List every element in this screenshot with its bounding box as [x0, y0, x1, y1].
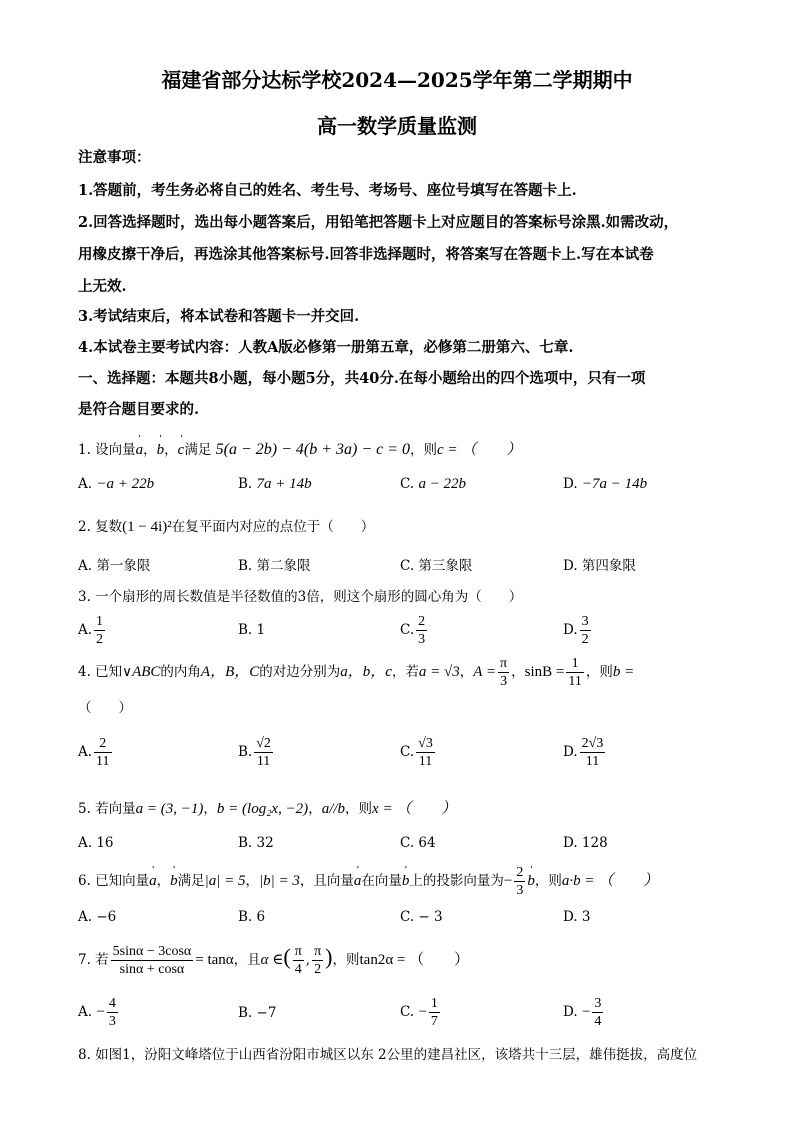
frac-num: 1: [96, 614, 104, 629]
fraction: [580, 735, 606, 770]
option-label: D.: [563, 1004, 578, 1020]
q3-option-c[interactable]: [400, 613, 429, 648]
option-label: C.: [400, 744, 415, 760]
frac-num: π: [294, 944, 302, 959]
q6-vector-b: ' b: [170, 873, 178, 890]
q5-tail: x = （ ）: [372, 801, 457, 817]
frac-num: 2: [418, 614, 426, 629]
fraction: [416, 613, 427, 648]
fraction: [580, 613, 591, 648]
fraction: [111, 943, 194, 978]
option-label: C.: [400, 1004, 415, 1020]
fraction: [312, 943, 323, 978]
note-item-4: 4.本试卷主要考试内容：人教A版必修第一册第五章，必修第二册第六、七章.: [78, 339, 574, 356]
fraction: [592, 995, 603, 1030]
frac-den: 2: [314, 962, 322, 977]
note-item-3: 3.考试结束后，将本试卷和答题卡一并交回.: [78, 308, 360, 325]
question-7: 7. 若 $\frac{5\sin\alpha - 3\cos\alpha}{\sin\alpha + \cos\alpha}$ = tanα，且α ∈( $\frac{\pi}{4}$ , $\frac{\pi}{2}$ )，则tan2α = （ ）: [78, 944, 470, 977]
q1-option-b[interactable]: [238, 476, 312, 493]
frac-den: 11: [418, 754, 433, 769]
option-label: D.: [563, 476, 578, 492]
q7-option-c[interactable]: C. − $\frac{1}{7}$: [400, 996, 438, 1029]
q1-equation: 5(a − 2b) − 4(b + 3a) − c = 0: [215, 441, 411, 458]
q6-mid4: 上的投影向量为: [409, 873, 504, 889]
frac-num: 2: [94, 735, 111, 753]
q5-vector-a: a = (3, −1): [135, 801, 204, 817]
q4-tail: b =: [612, 664, 635, 680]
question-2: [78, 515, 374, 536]
question-4: 4. 已知∨ABC的内角A，B，C的对边分别为a，b，c，若a = √3，A = $\frac{\pi}{3}$ ，sinB = $\frac{1}{11}$ ，则b =: [78, 656, 635, 689]
frac-num: 2√3: [581, 736, 604, 751]
q6-mid2: ，且向量: [299, 873, 354, 889]
q6-option-c[interactable]: C. − 3: [400, 909, 443, 925]
q3-option-b[interactable]: B. 1: [238, 622, 266, 638]
q1-mid: 满足: [184, 442, 212, 458]
option-text: 7a + 14b: [256, 476, 312, 492]
q4-option-b[interactable]: [238, 735, 275, 770]
question-5: 5. 若向量a = (3, −1)，b = (log₂x, −2)，a//b，则x = （ ）: [78, 801, 457, 817]
frac-num: 3: [594, 996, 602, 1011]
fraction: [514, 864, 525, 899]
q3-option-a[interactable]: [78, 613, 107, 648]
q6-prefix: 6. 已知向量: [78, 873, 150, 889]
option-text: −7a − 14b: [581, 476, 648, 492]
fraction: [498, 655, 509, 690]
q1-vector-a: ' a: [136, 442, 144, 459]
frac-den: 3: [108, 1014, 116, 1029]
q1-prefix: 1. 设向量: [78, 442, 136, 458]
option-label: D.: [563, 744, 578, 760]
fraction: [293, 943, 304, 978]
q7-option-b[interactable]: B. −7: [238, 1005, 277, 1021]
q3-option-d[interactable]: [563, 613, 593, 648]
q1-vector-c: ' c: [178, 442, 185, 459]
option-label: B.: [238, 476, 253, 492]
q5-option-c[interactable]: C. 64: [400, 835, 436, 851]
q5-vector-b: b = (log₂x, −2): [216, 801, 309, 817]
q4-cond1: a = √3: [418, 664, 460, 680]
q7-mid: ，且: [233, 952, 261, 968]
q4-option-a[interactable]: [78, 735, 114, 770]
frac-num: 1: [566, 655, 583, 673]
q7-equals: = tanα: [195, 952, 234, 968]
frac-num: 1: [430, 996, 438, 1011]
q5-parallel: a//b: [321, 801, 346, 817]
fraction: [94, 613, 105, 648]
frac-den: 11: [96, 754, 110, 769]
fraction: [566, 655, 583, 690]
q6-mid3: 在向量: [361, 873, 402, 889]
fraction: [254, 735, 273, 770]
note-item-2: 2.回答选择题时，选出每小题答案后，用铅笔把答题卡上对应题目的答案标号涂黑.如需改动，: [78, 214, 679, 231]
frac-den: 2: [96, 632, 104, 647]
q2-option-a[interactable]: A. 第一象限: [78, 558, 151, 574]
q1-option-a[interactable]: [78, 476, 154, 493]
section-heading: 一、选择题：本题共8小题，每小题5分，共40分.在每小题给出的四个选项中，只有一项: [78, 370, 646, 387]
option-label: B.: [238, 744, 253, 760]
q7-prefix: 7. 若: [78, 952, 109, 968]
q2-expression: (1 − 4i)²: [122, 519, 172, 535]
question-8: 8. 如图1，汾阳文峰塔位于山西省汾阳市城区以东 2公里的建昌社区，该塔共十三层，雄伟挺拔，高度位: [78, 1047, 698, 1063]
q7-tail: tan2α = （ ）: [359, 952, 470, 968]
question-1: [78, 438, 521, 459]
q4-prefix: 4. 已知∨: [78, 664, 133, 680]
q4-answer-paren: （ ）: [78, 700, 132, 716]
q6-option-b[interactable]: B. 6: [238, 909, 266, 925]
q2-post: 在复平面内对应的点位于（ ）: [171, 519, 375, 535]
option-label: A.: [78, 744, 93, 760]
frac-den: 4: [294, 962, 302, 977]
q5-post: ，则: [345, 801, 373, 817]
option-label: A.: [78, 1004, 93, 1020]
frac-den: sinα + cosα: [119, 962, 185, 977]
frac-den: 11: [585, 754, 600, 769]
option-label: A.: [78, 476, 93, 492]
frac-num: √2: [256, 736, 271, 751]
q4-mid1: 的内角: [160, 664, 201, 680]
frac-num: √3: [418, 736, 433, 751]
q7-option-d[interactable]: D. − $\frac{3}{4}$: [563, 996, 602, 1029]
option-text: −a + 22b: [96, 476, 155, 492]
q6-cond1: |a| = 5: [204, 873, 246, 889]
exam-title-line1: 福建省部分达标学校2024—2025学年第二学期期中: [161, 68, 633, 92]
q4-mid3: ，若: [391, 664, 419, 680]
option-label: A.: [78, 622, 93, 638]
frac-den: 3: [418, 632, 426, 647]
q4-post: ，则: [585, 664, 613, 680]
q5-option-b[interactable]: B. 32: [238, 835, 274, 851]
q6-mid: 满足: [177, 873, 205, 889]
option-label: D.: [563, 622, 578, 638]
frac-den: 2: [581, 632, 589, 647]
q6-proj-vector: ' b: [527, 873, 535, 890]
q7-alpha-in: α ∈: [260, 952, 284, 968]
q6-option-d[interactable]: D. 3: [563, 909, 591, 925]
frac-den: 3: [516, 883, 524, 898]
frac-num: 4: [108, 996, 116, 1011]
q6-vector-a: ' a: [354, 873, 362, 890]
frac-den: 3: [500, 674, 508, 689]
q2-option-c[interactable]: C. 第三象限: [400, 558, 473, 574]
q4-option-d[interactable]: [563, 735, 607, 770]
q6-proj-sign: −: [503, 873, 513, 889]
q1-sep: ，: [164, 442, 178, 458]
frac-den: 7: [430, 1014, 438, 1029]
exam-title-line2: 高一数学质量监测: [317, 114, 477, 138]
q4-option-c[interactable]: [400, 735, 437, 770]
question-6: 6. 已知向量' a，' b满足|a| = 5，|b| = 3，且向量' a在向量' b上的投影向量为− $\frac{2}{3}$ ' b，则a·b = （ ）: [78, 864, 658, 899]
q2-option-d[interactable]: D. 第四象限: [563, 558, 636, 574]
fraction: [429, 995, 440, 1030]
note-item-2-cont: 用橡皮擦干净后，再选涂其他答案标号.回答非选择题时，将答案写在答题卡上.写在本试卷: [78, 246, 654, 263]
option-label: C.: [400, 476, 415, 492]
q2-prefix: 2. 复数: [78, 519, 123, 535]
q7-post: ，则: [332, 952, 360, 968]
q6-vector-a: ' a: [149, 873, 157, 890]
q4-cond3: sinB =: [524, 664, 565, 680]
question-3: 3. 一个扇形的周长数值是半径数值的3倍，则这个扇形的圆心角为（ ）: [78, 589, 523, 605]
q6-option-a[interactable]: A. −6: [78, 909, 117, 925]
q2-option-b[interactable]: B. 第二象限: [238, 558, 311, 574]
note-item-1: 1.答题前，考生务必将自己的姓名、考生号、考场号、座位号填写在答题卡上.: [78, 182, 577, 199]
option-label: C.: [400, 622, 415, 638]
q5-option-a[interactable]: A. 16: [78, 835, 114, 851]
fraction: [416, 735, 435, 770]
frac-num: π: [314, 944, 322, 959]
frac-num: 3: [581, 614, 589, 629]
q5-option-d[interactable]: D. 128: [563, 835, 608, 851]
q6-post: ，则: [534, 873, 562, 889]
frac-num: 5sinα − 3cosα: [112, 944, 192, 959]
section-heading-cont: 是符合题目要求的.: [78, 401, 200, 418]
q6-tail: a·b = （ ）: [561, 873, 659, 889]
q4-cond2: A =: [473, 664, 497, 680]
q6-cond2: |b| = 3: [259, 873, 300, 889]
frac-num: π: [500, 656, 508, 671]
q4-angles: A，B，C: [200, 664, 260, 680]
frac-den: 4: [594, 1014, 602, 1029]
q1-sep: ，: [143, 442, 157, 458]
option-text: a − 22b: [418, 476, 467, 492]
q1-option-c[interactable]: [400, 476, 466, 493]
q1-tail: c = （ ）: [437, 442, 522, 458]
q4-sides: a，b，c: [340, 664, 392, 680]
q1-option-d[interactable]: [563, 476, 647, 493]
q5-prefix: 5. 若向量: [78, 801, 136, 817]
q4-triangle: ABC: [132, 664, 161, 680]
q1-vector-b: ' b: [157, 442, 165, 459]
q6-vector-b: ' b: [402, 873, 410, 890]
q7-option-a[interactable]: A. − $\frac{4}{3}$: [78, 996, 116, 1029]
notes-heading: 注意事项：: [78, 149, 151, 166]
frac-num: 2: [516, 865, 524, 880]
fraction: [94, 735, 111, 770]
fraction: [107, 995, 118, 1030]
q4-mid2: 的对边分别为: [259, 664, 341, 680]
q1-post: ，则: [410, 442, 438, 458]
frac-den: 11: [568, 674, 582, 689]
frac-den: 11: [256, 754, 271, 769]
note-item-2-end: 上无效.: [78, 278, 127, 295]
